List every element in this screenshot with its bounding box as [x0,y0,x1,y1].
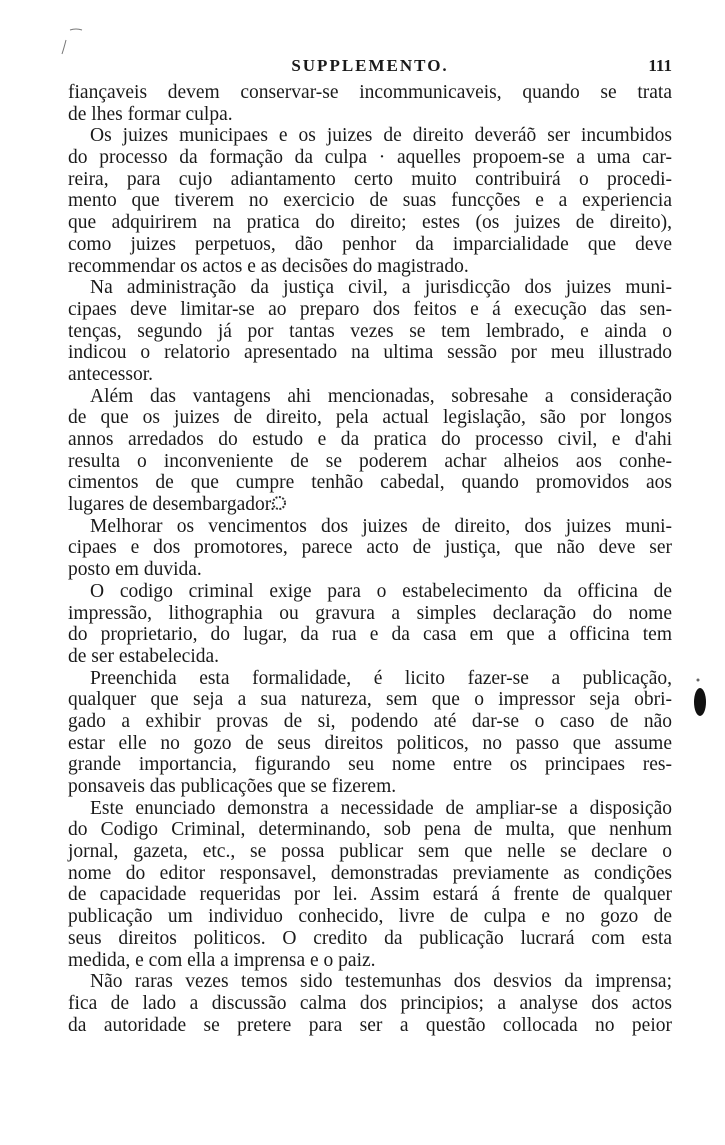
paragraph [68,668,672,798]
paragraph [68,971,672,1036]
page-header [68,56,672,80]
page-edge-blot-icon [688,672,708,722]
paragraph [68,516,672,581]
text-line: mento que tiverem no exercicio de suas funcções e a experiencia [68,190,672,212]
text-line: fiançaveis devem conservar-se incommunicaveis, quando se trata [68,82,672,103]
paragraph [68,82,672,125]
text-line: Preenchida esta formalidade, é licito fazer-se a publicação, [90,667,672,689]
ink-blot-icon [270,495,288,511]
text-line: tenças, segundo já por tantas vezes se tem lembrado, e ainda o [68,320,672,342]
text-line: lugares de desembargador. [68,494,276,516]
text-line: ponsaveis das publicações que se fizerem. [68,776,397,797]
text-line: Além das vantagens ahi mencionadas, sobresahe a consideração [90,385,672,407]
text-line: antecessor. [68,363,154,385]
text-line: posto em duvida. [68,559,202,581]
running-title: SUPPLEMENTO. [291,56,449,75]
text-line: cipaes e dos promotores, parece acto de justiça, que não deve ser [68,537,672,559]
text-line: de ser estabelecida. [68,645,220,667]
text-line: gado a exhibir provas de si, podendo até dar-se o caso de não [68,710,672,732]
text-line: de capacidade requeridas por lei. Assim estará á frente de qualquer [68,884,672,906]
text-line: jornal, gazeta, etc., se possa publicar sem que nelle se declare o [68,841,672,863]
text-line: cipaes deve limitar-se ao preparo dos feitos e á execução das sen- [68,298,672,320]
text-line: medida, e com ella a imprensa e o paiz. [68,949,376,971]
page-body [68,82,672,1036]
text-line: qualquer que seja a sua natureza, sem que o impressor seja obri- [68,689,672,711]
paragraph [68,581,672,668]
text-line: grande importancia, figurando seu nome entre os principaes res- [68,754,672,776]
text-line: como juizes perpetuos, dão penhor da imparcialidade que deve [68,233,672,255]
text-line: estar elle no gozo de seus direitos politicos, no passo que assume [68,732,672,754]
text-line: recommendar os actos e as decisões do magistrado. [68,255,469,277]
paragraph [68,125,672,277]
text-line: do processo da formação da culpa · aquelles propoem-se a uma car- [68,147,672,169]
text-line: Na administração da justiça civil, a jurisdicção dos juizes muni- [90,277,672,299]
text-line: do proprietario, do lugar, da rua e da casa em que a officina tem [68,624,672,646]
text-line: Não raras vezes temos sido testemunhas dos desvios da imprensa; [90,971,672,993]
page-number: 111 [648,56,672,75]
text-line: Este enunciado demonstra a necessidade de ampliar-se a disposição [90,797,672,819]
paragraph [68,277,672,385]
paragraph [68,798,672,972]
text-line: annos arredados do estudo e da pratica do processo civil, e d'ahi [68,429,672,450]
text-line: do Codigo Criminal, determinando, sob pena de multa, que nenhum [68,819,672,841]
text-line: de lhes formar culpa. [68,103,233,125]
text-line: impressão, lithographia ou gravura a simples declaração do nome [68,602,672,624]
text-line: cimentos de que cumpre tenhão cabedal, quando promovidos aos [68,472,672,494]
text-line: seus direitos politicos. O credito da publicação lucrará com esta [68,927,672,949]
text-line: da autoridade se pretere para ser a questão collocada no peior [68,1014,672,1036]
pen-mark-icon [52,26,92,56]
text-line: indicou o relatorio apresentado na ultima sessão por meu illustrado [68,342,672,364]
text-line: reira, para cujo adiantamento certo muito contribuirá o procedi- [68,168,672,190]
text-line: publicação um individuo conhecido, livre de culpa e no gozo de [68,906,672,928]
text-line: de que os juizes de direito, pela actual legislação, são por longos [68,407,672,429]
text-line: que adquirirem na pratica do direito; estes (os juizes de direito), [68,212,672,234]
text-line: fica de lado a discussão calma dos principios; a analyse dos actos [68,992,672,1014]
text-line: resulta o inconveniente de se poderem achar alheios aos conhe- [68,450,672,472]
paragraph [68,386,672,516]
text-line: Melhorar os vencimentos dos juizes de direito, dos juizes muni- [90,515,672,537]
text-line: Os juizes municipaes e os juizes de direito deveráõ ser incumbidos [90,125,672,147]
text-line: O codigo criminal exige para o estabelecimento da officina de [90,580,672,602]
text-line: nome do editor responsavel, demonstradas previamente as condições [68,862,672,884]
